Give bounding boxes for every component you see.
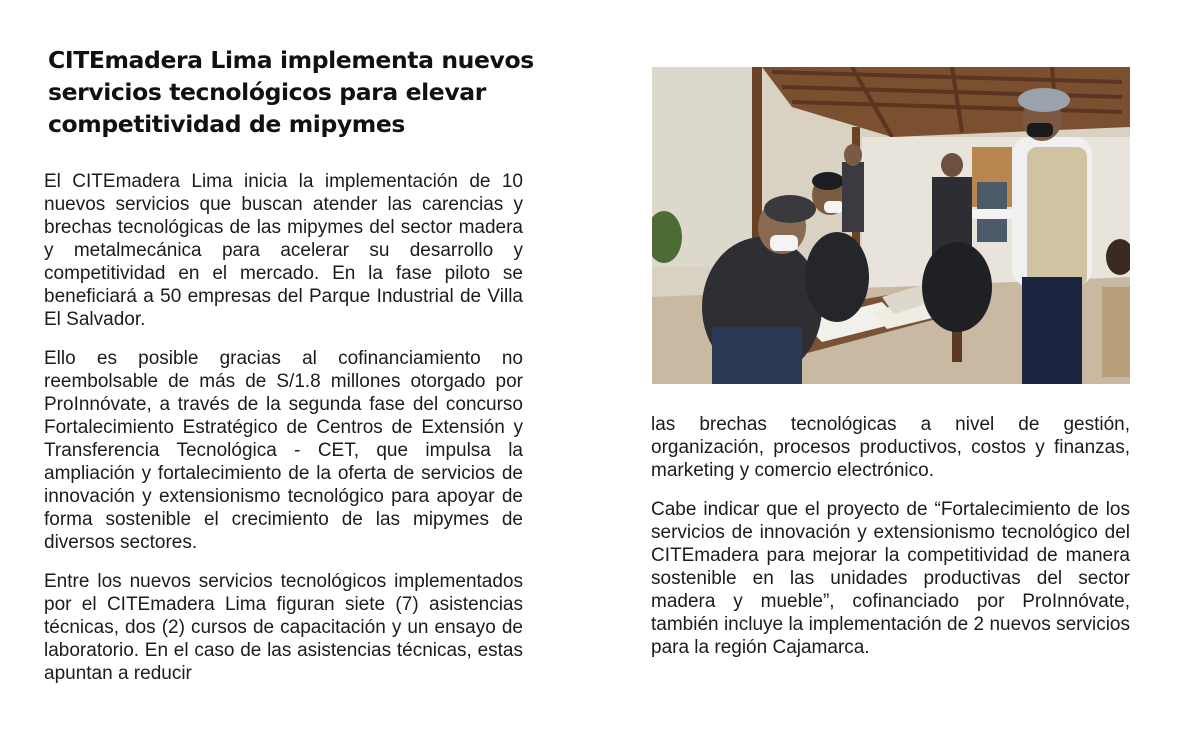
right-column (651, 413, 1130, 675)
left-column (44, 170, 523, 701)
paragraph: Ello es posible gracias al cofinanciamiento no reembolsable de más de S/1.8 millones otorgado por ProInnóvate, a través de la segunda fase del concurso Fortalecimiento Estratégico de Centros de Extensión y Transferencia Tecnológica - CET, que impulsa la ampliación y fortalecimiento de la oferta de servicios de innovación y extensionismo tecnológico para apoyar de forma sostenible el crecimiento de las mipymes de diversos sectores. (44, 348, 523, 553)
paragraph: Entre los nuevos servicios tecnológicos implementados por el CITEmadera Lima figuran siete (7) asistencias técnicas, dos (2) cursos de capacitación y un ensayo de laboratorio. En el caso de las asistencias técnicas, estas apuntan a reducir (44, 571, 523, 684)
article-photo (652, 67, 1130, 384)
paragraph: las brechas tecnológicas a nivel de gestión, organización, procesos productivos, costos y finanzas, marketing y comercio electrónico. (651, 414, 1130, 481)
paragraph: El CITEmadera Lima inicia la implementación de 10 nuevos servicios que buscan atender las carencias y brechas tecnológicas de las mipymes del sector madera y metalmecánica para acelerar su desarrollo y competitividad en el mercado. En la fase piloto se beneficiará a 50 empresas del Parque Industrial de Villa El Salvador. (44, 171, 523, 330)
paragraph: Cabe indicar que el proyecto de “Fortalecimiento de los servicios de innovación y extensionismo tecnológico del CITEmadera para mejorar la competitividad de manera sostenible en las unidades productivas del sector madera y mueble”, cofinanciado por ProInnóvate, también incluye la implementación de 2 nuevos servicios para la región Cajamarca. (651, 499, 1130, 658)
article-title: CITEmadera Lima implementa nuevos servicios tecnológicos para elevar competitividad de mipymes (48, 46, 534, 138)
